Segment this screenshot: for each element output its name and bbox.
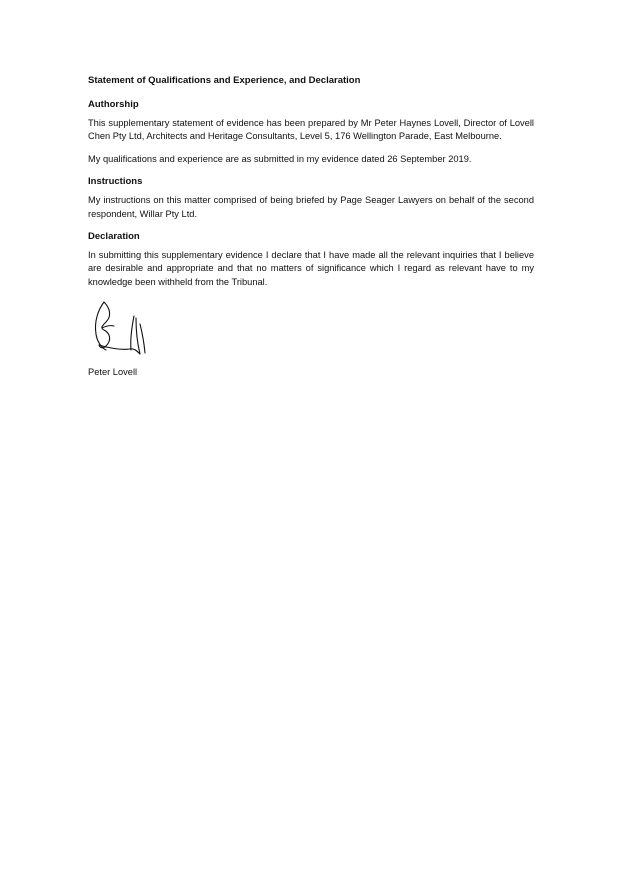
signer-name: Peter Lovell — [88, 367, 138, 378]
section-heading-instructions: Instructions — [88, 176, 143, 188]
section-authorship — [88, 98, 534, 166]
instructions-paragraph: My instructions on this matter comprised of being briefed by Page Seager Lawyers on behalf of the second respondent, Willar Pty Ltd. — [88, 195, 534, 219]
section-heading-authorship: Authorship — [88, 99, 139, 110]
handwritten-signature-icon — [90, 298, 160, 360]
section-instructions — [88, 175, 534, 221]
authorship-paragraph: This supplementary statement of evidence has been prepared by Mr Peter Haynes Lovell, Director of Lovell Chen Pty Ltd, Architects and Heritage Consultants, Level 5, 176 Wellington Parade, East Melbourne. — [88, 118, 534, 142]
document-title: Statement of Qualifications and Experience, and Declaration — [88, 75, 361, 86]
qualifications-paragraph: My qualifications and experience are as submitted in my evidence dated 26 September 2019. — [88, 153, 472, 164]
section-heading-declaration: Declaration — [88, 231, 140, 243]
declaration-paragraph: In submitting this supplementary evidence I declare that I have made all the relevant inquiries that I believe are desirable and appropriate and that no matters of significance which I regard as relevant have to my knowledge been withheld from the Tribunal. — [88, 250, 534, 287]
section-declaration — [88, 230, 534, 289]
